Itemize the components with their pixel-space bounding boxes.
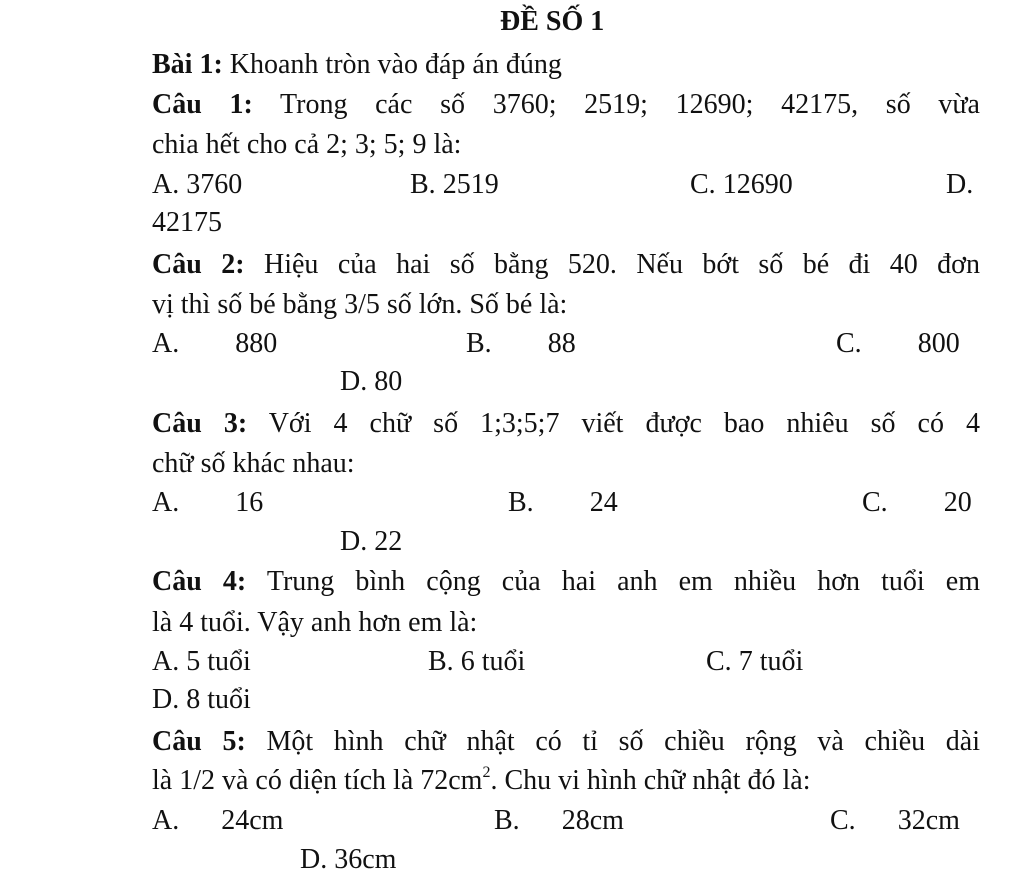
- q4-option-b-value: 6 tuổi: [460, 646, 526, 677]
- q3-option-a: A. 16: [152, 487, 264, 518]
- question-1-line-1: [152, 91, 980, 119]
- q4-option-d: D. 8 tuổi: [152, 684, 251, 715]
- q2-option-a: A. 880: [152, 328, 278, 359]
- q2-option-c: C. 800: [836, 328, 960, 359]
- question-4-line-1: [152, 568, 980, 596]
- q4-option-a-value: 5 tuổi: [186, 646, 251, 677]
- q4-option-c-value: 7 tuổi: [738, 646, 804, 677]
- q5-option-d: D. 36cm: [300, 844, 397, 875]
- question-3-line-2: chữ số khác nhau:: [152, 448, 355, 479]
- q1-option-c-value: 12690: [722, 169, 793, 200]
- q5-option-b-value: 28cm: [561, 805, 624, 836]
- question-4-label: Câu 4:: [152, 566, 247, 597]
- q1-option-b-value: 2519: [442, 169, 499, 200]
- question-5-text: Một hình chữ nhật có tỉ số chiều rộng và chiều dài: [266, 726, 980, 757]
- q4-option-d-value: 8 tuổi: [186, 684, 251, 715]
- q2-option-d-value: 80: [374, 366, 403, 397]
- q1-option-a: A. 3760: [152, 169, 243, 200]
- q2-option-d: D. 80: [340, 366, 403, 397]
- q1-option-d: D.: [946, 169, 974, 200]
- section-heading: [152, 51, 562, 79]
- q3-option-d-value: 22: [374, 526, 403, 557]
- q1-option-b: B. 2519: [410, 169, 499, 200]
- section-label: Bài 1:: [152, 49, 223, 80]
- question-3-line-1: [152, 410, 980, 438]
- q3-option-c-value: 20: [943, 487, 972, 518]
- question-1-line-2: chia hết cho cả 2; 3; 5; 9 là:: [152, 129, 462, 160]
- q2-option-c-value: 800: [917, 328, 960, 359]
- q1-option-a-value: 3760: [186, 169, 243, 200]
- q3-option-d: D. 22: [340, 526, 403, 557]
- q1-option-c: C. 12690: [690, 169, 793, 200]
- q3-option-b-value: 24: [589, 487, 618, 518]
- q3-option-a-value: 16: [235, 487, 264, 518]
- question-4-line-2: là 4 tuổi. Vậy anh hơn em là:: [152, 607, 478, 638]
- q3-option-b: B. 24: [508, 487, 618, 518]
- question-5-label: Câu 5:: [152, 726, 246, 757]
- question-2-label: Câu 2:: [152, 249, 245, 280]
- q4-option-b: B. 6 tuổi: [428, 646, 526, 677]
- q5-option-c-value: 32cm: [897, 805, 960, 836]
- superscript-2: 2: [482, 764, 491, 781]
- q2-option-a-value: 880: [235, 328, 278, 359]
- question-1-label: Câu 1:: [152, 89, 253, 120]
- q4-option-a: A. 5 tuổi: [152, 646, 251, 677]
- question-5-line-1: [152, 728, 980, 756]
- question-1-text: Trong các số 3760; 2519; 12690; 42175, số vừa: [280, 89, 980, 120]
- question-4-text: Trung bình cộng của hai anh em nhiều hơn tuổi em: [266, 566, 980, 597]
- q3-option-c: C. 20: [862, 487, 972, 518]
- question-3-text: Với 4 chữ số 1;3;5;7 viết được bao nhiêu số có 4: [268, 408, 981, 439]
- q2-option-b: B. 88: [466, 328, 576, 359]
- q5-option-d-value: 36cm: [334, 844, 397, 875]
- q5-option-b: B. 28cm: [494, 805, 624, 836]
- q5-option-a: A. 24cm: [152, 805, 284, 836]
- exam-title: ĐỀ SỐ 1: [500, 6, 605, 37]
- question-2-line-1: [152, 251, 980, 279]
- question-5-line-2: là 1/2 và có diện tích là $72cm^2$. Chu vi hình chữ nhật đó là:: [152, 764, 811, 796]
- q2-option-b-value: 88: [547, 328, 576, 359]
- section-text: Khoanh tròn vào đáp án đúng: [229, 49, 562, 80]
- q5-option-c: C. 32cm: [830, 805, 960, 836]
- question-2-line-2: vị thì số bé bằng 3/5 số lớn. Số bé là:: [152, 289, 568, 320]
- q4-option-c: C. 7 tuổi: [706, 646, 804, 677]
- question-2-text: Hiệu của hai số bằng 520. Nếu bớt số bé đi 40 đơn: [263, 249, 980, 280]
- question-3-label: Câu 3:: [152, 408, 248, 439]
- q1-option-d-value: 42175: [152, 207, 222, 238]
- q5-option-a-value: 24cm: [221, 805, 284, 836]
